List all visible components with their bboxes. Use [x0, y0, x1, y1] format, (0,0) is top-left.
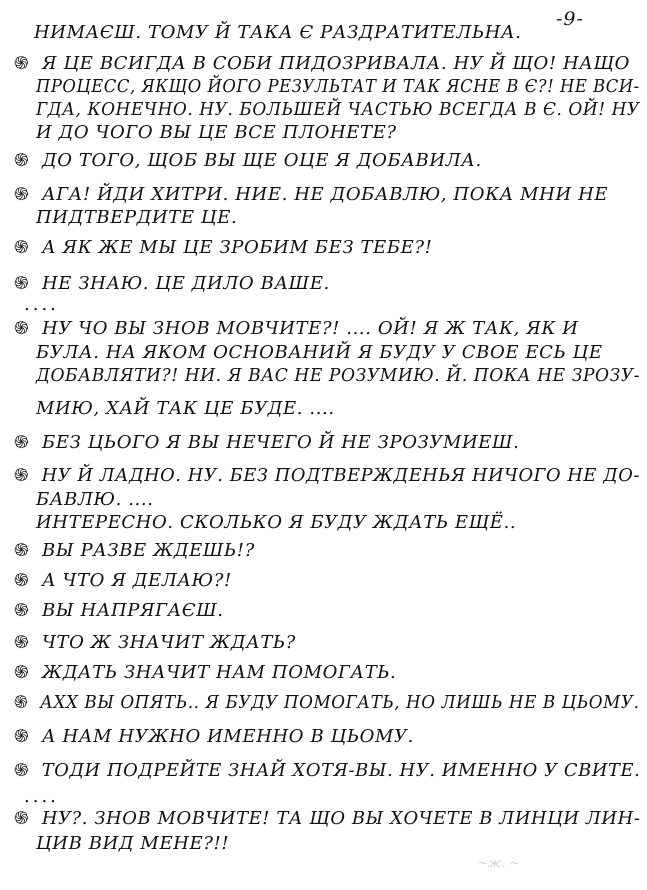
manuscript-line	[36, 512, 516, 534]
manuscript-line	[14, 465, 640, 487]
line-text: ГДА, КОНЕЧНО. НУ. БОЛЬШЕЙ ЧАСТЬЮ ВСЕГДА В Є. ОЙ! НУ	[36, 99, 640, 120]
swirl-bullet-icon: ֍	[14, 632, 30, 653]
line-text: НИМАЄШ. ТОМУ Й ТАКА Є РАЗДРАТИТЕЛЬНА.	[34, 22, 522, 43]
swirl-bullet-icon: ֍	[14, 465, 30, 486]
swirl-bullet-icon: ֍	[14, 318, 30, 339]
line-text: Я ЦЕ ВСИГДА В СОБИ ПИДОЗРИВАЛА. НУ Й ЩО! НАЩО	[42, 53, 631, 74]
manuscript-line	[14, 237, 433, 259]
line-text: МИЮ, ХАЙ ТАК ЦЕ БУДЕ. ....	[36, 398, 335, 419]
manuscript-line	[14, 600, 224, 622]
line-text: АГА! ЙДИ ХИТРИ. НИЕ. НЕ ДОБАВЛЮ, ПОКА МНИ НЕ	[42, 184, 609, 205]
line-text: ВЫ НАПРЯГАЄШ.	[42, 600, 224, 621]
line-text: ДОБАВЛЯТИ?! НИ. Я ВАС НЕ РОЗУМИЮ. Й. ПОКА НЕ ЗРОЗУ-	[36, 365, 641, 386]
line-text: ЧТО Ж ЗНАЧИТ ЖДАТЬ?	[42, 632, 296, 653]
manuscript-line	[36, 76, 640, 98]
swirl-bullet-icon: ֍	[14, 726, 30, 747]
ellipsis-mark: ....	[24, 294, 59, 315]
line-text: БУЛА. НА ЯКОМ ОСНОВАНИЙ Я БУДУ У СВОЕ ЕСЬ ЦЕ	[36, 342, 603, 363]
page-number: -9-	[556, 8, 584, 30]
manuscript-line	[34, 22, 522, 44]
manuscript-line	[14, 318, 579, 340]
manuscript-line	[14, 692, 640, 714]
manuscript-line	[14, 570, 232, 592]
line-text: ДО ТОГО, ЩОБ ВЫ ЩЕ ОЦЕ Я ДОБАВИЛА.	[42, 150, 482, 171]
line-text: ПРОЦЕСС, ЯКЩО ЙОГО РЕЗУЛЬТАТ И ТАК ЯСНЕ В Є?! НЕ ВСИ-	[36, 76, 640, 97]
manuscript-line	[36, 833, 229, 855]
manuscript-line	[14, 662, 396, 684]
faint-mark: ~ж. ~	[478, 856, 520, 870]
line-text: БАВЛЮ. ....	[36, 489, 154, 510]
manuscript-line	[14, 808, 640, 830]
manuscript-line	[36, 99, 640, 121]
line-text: НЕ ЗНАЮ. ЦЕ ДИЛО ВАШЕ.	[42, 273, 330, 294]
swirl-bullet-icon: ֍	[14, 570, 30, 591]
manuscript-line	[36, 489, 154, 511]
line-text: ТОДИ ПОДРЕЙТЕ ЗНАЙ ХОТЯ-ВЫ. НУ. ИМЕННО У СВИТЕ.	[41, 760, 641, 781]
line-text: НУ Й ЛАДНО. НУ. БЕЗ ПОДТВЕРЖДЕНЬЯ НИЧОГО НЕ ДО-	[41, 465, 640, 486]
manuscript-line	[14, 632, 296, 654]
line-text: А ЯК ЖЕ МЫ ЦЕ ЗРОБИМ БЕЗ ТЕБЕ?!	[42, 237, 433, 258]
manuscript-line	[36, 342, 603, 364]
manuscript-line	[36, 365, 640, 387]
manuscript-line	[14, 432, 520, 454]
manuscript-line	[36, 207, 237, 229]
swirl-bullet-icon: ֍	[14, 760, 30, 781]
swirl-bullet-icon: ֍	[14, 540, 30, 561]
swirl-bullet-icon: ֍	[14, 432, 30, 453]
line-text: И ДО ЧОГО ВЫ ЦЕ ВСЕ ПЛОНЕТЕ?	[36, 122, 397, 143]
line-text: ПИДТВЕРДИТЕ ЦЕ.	[36, 207, 238, 228]
swirl-bullet-icon: ֍	[14, 184, 30, 205]
line-text: ЦИВ ВИД МЕНЕ?!!	[36, 833, 230, 854]
swirl-bullet-icon: ֍	[14, 692, 29, 713]
manuscript-line	[14, 760, 640, 782]
line-text: НУ?. ЗНОВ МОВЧИТЕ! ТА ЩО ВЫ ХОЧЕТЕ В ЛИНЦИ ЛИН-	[41, 808, 641, 829]
swirl-bullet-icon: ֍	[14, 600, 30, 621]
manuscript-line	[36, 398, 335, 420]
line-text: ИНТЕРЕСНО. СКОЛЬКО Я БУДУ ЖДАТЬ ЕЩЁ..	[36, 512, 517, 533]
manuscript-line	[14, 184, 608, 206]
line-text: ЖДАТЬ ЗНАЧИТ НАМ ПОМОГАТЬ.	[42, 662, 397, 683]
swirl-bullet-icon: ֍	[14, 273, 30, 294]
swirl-bullet-icon: ֍	[14, 662, 30, 683]
swirl-bullet-icon: ֍	[14, 150, 30, 171]
manuscript-line	[14, 540, 255, 562]
manuscript-line	[14, 273, 330, 295]
swirl-bullet-icon: ֍	[14, 237, 30, 258]
line-text: АХХ ВЫ ОПЯТЬ.. Я БУДУ ПОМОГАТЬ, НО ЛИШЬ НЕ В ЦЬОМУ.	[40, 692, 640, 713]
manuscript-line	[14, 150, 482, 172]
line-text: БЕЗ ЦЬОГО Я ВЫ НЕЧЕГО Й НЕ ЗРОЗУМИЕШ.	[42, 432, 520, 453]
manuscript-line	[14, 53, 630, 75]
manuscript-line	[14, 726, 414, 748]
line-text: А ЧТО Я ДЕЛАЮ?!	[42, 570, 232, 591]
ellipsis-mark: ....	[24, 786, 59, 807]
swirl-bullet-icon: ֍	[14, 53, 30, 74]
line-text: НУ ЧО ВЫ ЗНОВ МОВЧИТЕ?! .... ОЙ! Я Ж ТАК, ЯК И	[42, 318, 579, 339]
line-text: А НАМ НУЖНО ИМЕННО В ЦЬОМУ.	[42, 726, 414, 747]
manuscript-line	[36, 122, 397, 144]
line-text: ВЫ РАЗВЕ ЖДЕШЬ!?	[42, 540, 255, 561]
swirl-bullet-icon: ֍	[14, 808, 30, 829]
